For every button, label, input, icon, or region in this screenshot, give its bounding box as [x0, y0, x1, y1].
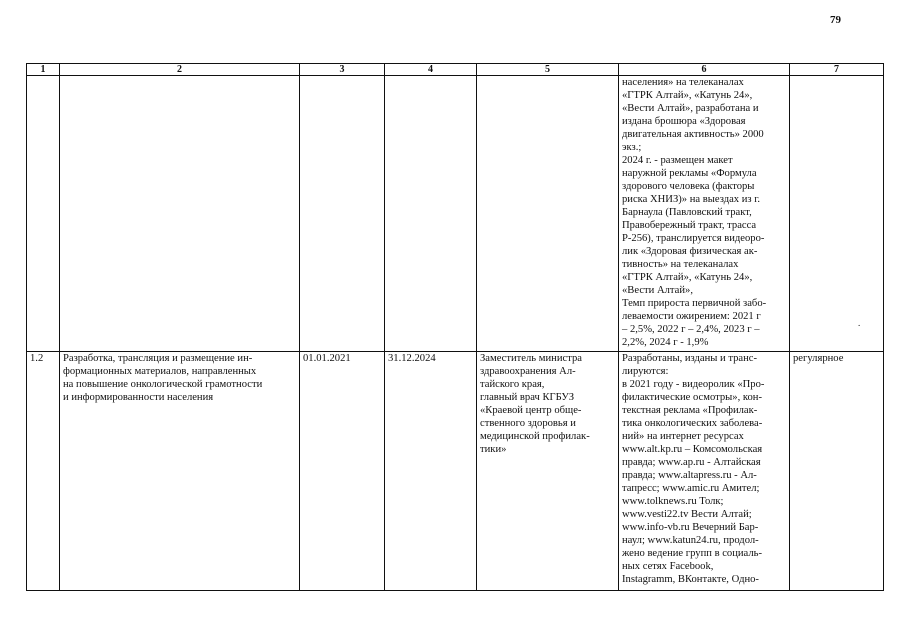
results-line: лик «Здоровая физическая ак-	[622, 246, 758, 257]
activity-line: на повышение онкологической грамотности	[63, 379, 263, 390]
responsible-line: ственного здоровья и	[480, 418, 576, 429]
start-date-cell	[300, 76, 385, 352]
results-line: наул; www.katun24.ru, продол-	[622, 535, 759, 546]
results-line: Барнаула (Павловский тракт,	[622, 207, 752, 218]
results-line: жено ведение групп в социаль-	[622, 548, 762, 559]
results-line: Р-256), транслируется видеоро-	[622, 233, 765, 244]
results-line: здорового человека (факторы	[622, 181, 755, 192]
results-line: www.info-vb.ru Вечерний Бар-	[622, 522, 759, 533]
column-header: 4	[385, 64, 477, 76]
results-line: Instagramm, ВКонтакте, Одно-	[622, 574, 759, 585]
responsible-cell	[477, 352, 619, 591]
results-line: населения» на телеканалах	[622, 77, 744, 88]
responsible-line: Заместитель министра	[480, 353, 582, 364]
results-line: – 2,5%, 2022 г – 2,4%, 2023 г –	[622, 324, 760, 335]
column-header: 2	[60, 64, 300, 76]
results-line: «Вести Алтай», разработана и	[622, 103, 759, 114]
row-number-cell	[27, 76, 60, 352]
results-cell	[619, 352, 790, 591]
responsible-cell	[477, 76, 619, 352]
results-line: наружной рекламы «Формула	[622, 168, 757, 179]
periodicity-cell	[790, 76, 884, 352]
results-line: «Вести Алтай»,	[622, 285, 693, 296]
activity-cell	[60, 76, 300, 352]
activity-line: Разработка, трансляция и размещение ин-	[63, 353, 253, 364]
plan-table	[26, 63, 884, 591]
results-line: в 2021 году - видеоролик «Про-	[622, 379, 765, 390]
responsible-line: здравоохранения Ал-	[480, 366, 576, 377]
results-line: двигательная активность» 2000	[622, 129, 764, 140]
results-line: тивность» на телеканалах	[622, 259, 739, 270]
table-row	[27, 76, 884, 352]
results-line: текстная реклама «Профилак-	[622, 405, 758, 416]
responsible-line: тики»	[480, 444, 507, 455]
results-line: 2024 г. - размещен макет	[622, 155, 733, 166]
column-header: 5	[477, 64, 619, 76]
results-line: «ГТРК Алтай», «Катунь 24»,	[622, 272, 753, 283]
page-number: 79	[830, 14, 841, 26]
column-header: 1	[27, 64, 60, 76]
results-line: экз.;	[622, 142, 642, 153]
column-header: 3	[300, 64, 385, 76]
results-line: тика онкологических заболева-	[622, 418, 763, 429]
activity-line: формационных материалов, направленных	[63, 366, 257, 377]
responsible-line: тайского края,	[480, 379, 545, 390]
responsible-line: «Краевой центр обще-	[480, 405, 582, 416]
results-line: лируются:	[622, 366, 669, 377]
activity-cell	[60, 352, 300, 591]
activity-line: и информированности населения	[63, 392, 214, 403]
responsible-line: главный врач КГБУЗ	[480, 392, 575, 403]
start-date-cell: 01.01.2021	[300, 352, 385, 591]
column-header: 6	[619, 64, 790, 76]
results-line: «ГТРК Алтай», «Катунь 24»,	[622, 90, 753, 101]
results-line: www.alt.kp.ru – Комсомольская	[622, 444, 763, 455]
responsible-line: медицинской профилак-	[480, 431, 590, 442]
results-line: леваемости ожирением: 2021 г	[622, 311, 761, 322]
column-number-row	[27, 64, 884, 76]
results-line: правда; www.ap.ru - Алтайская	[622, 457, 761, 468]
results-line: 2,2%, 2024 г - 1,9%	[622, 337, 709, 348]
table-row	[27, 352, 884, 591]
results-line: www.vesti22.tv Вести Алтай;	[622, 509, 752, 520]
margin-mark: .	[858, 318, 861, 328]
results-line: Правобережный тракт, трасса	[622, 220, 757, 231]
results-line: правда; www.altapress.ru - Ал-	[622, 470, 757, 481]
results-line: Разработаны, изданы и транс-	[622, 353, 758, 364]
results-line: ных сетях Facebook,	[622, 561, 714, 572]
end-date-cell: 31.12.2024	[385, 352, 477, 591]
results-line: издана брошюра «Здоровая	[622, 116, 746, 127]
results-line: тапресс; www.amic.ru Амител;	[622, 483, 760, 494]
column-header: 7	[790, 64, 884, 76]
results-line: Темп прироста первичной забо-	[622, 298, 767, 309]
results-line: филактические осмотры», кон-	[622, 392, 762, 403]
row-number-cell: 1.2	[27, 352, 60, 591]
periodicity-cell: регулярное	[790, 352, 884, 591]
end-date-cell	[385, 76, 477, 352]
results-cell	[619, 76, 790, 352]
results-line: ний» на интернет ресурсах	[622, 431, 744, 442]
results-line: риска ХНИЗ)» на выездах из г.	[622, 194, 761, 205]
results-line: www.tolknews.ru Толк;	[622, 496, 724, 507]
